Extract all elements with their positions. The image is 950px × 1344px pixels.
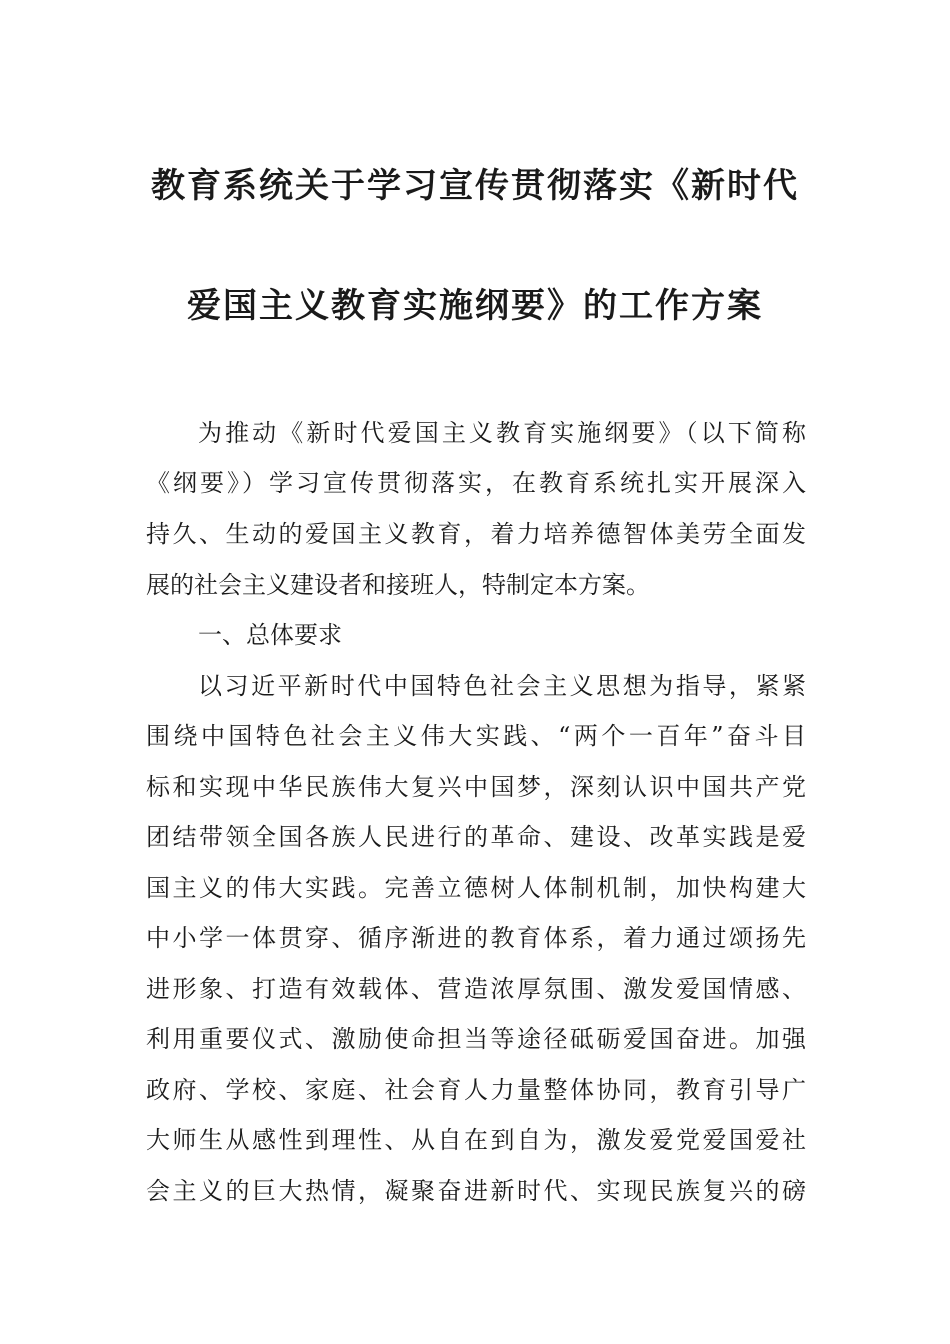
paragraph-line: 进形象、打造有效载体、营造浓厚氛围、激发爱国情感、: [146, 975, 806, 1003]
paragraph-line: 标和实现中华民族伟大复兴中国梦，深刻认识中国共产党: [146, 773, 806, 801]
paragraph-line: 团结带领全国各族人民进行的革命、建设、改革实践是爱: [146, 823, 806, 851]
section-heading: 一、总体要求: [198, 621, 342, 649]
document-title-line-2: 爱国主义教育实施纲要》的工作方案: [187, 286, 763, 326]
paragraph-line: 为推动《新时代爱国主义教育实施纲要》（以下简称: [198, 419, 806, 447]
paragraph-line: 政府、学校、家庭、社会育人力量整体协同，教育引导广: [146, 1076, 806, 1104]
paragraph-line: 《纲要》）学习宣传贯彻落实，在教育系统扎实开展深入: [146, 469, 806, 497]
paragraph-line: 以习近平新时代中国特色社会主义思想为指导，紧紧: [198, 672, 806, 700]
paragraph-line: 会主义的巨大热情，凝聚奋进新时代、实现民族复兴的磅: [146, 1177, 806, 1205]
paragraph-line: 围绕中国特色社会主义伟大实践、“两个一百年”奋斗目: [146, 722, 806, 750]
paragraph-line: 中小学一体贯穿、循序渐进的教育体系，着力通过颂扬先: [146, 924, 806, 952]
paragraph-line: 展的社会主义建设者和接班人，特制定本方案。: [146, 571, 650, 599]
paragraph-line: 大师生从感性到理性、从自在到自为，激发爱党爱国爱社: [146, 1126, 806, 1154]
document-title-line-1: 教育系统关于学习宣传贯彻落实《新时代: [151, 166, 799, 206]
paragraph-line: 持久、生动的爱国主义教育，着力培养德智体美劳全面发: [146, 520, 806, 548]
paragraph-line: 国主义的伟大实践。完善立德树人体制机制，加快构建大: [146, 874, 806, 902]
paragraph-line: 利用重要仪式、激励使命担当等途径砥砺爱国奋进。加强: [146, 1025, 806, 1053]
